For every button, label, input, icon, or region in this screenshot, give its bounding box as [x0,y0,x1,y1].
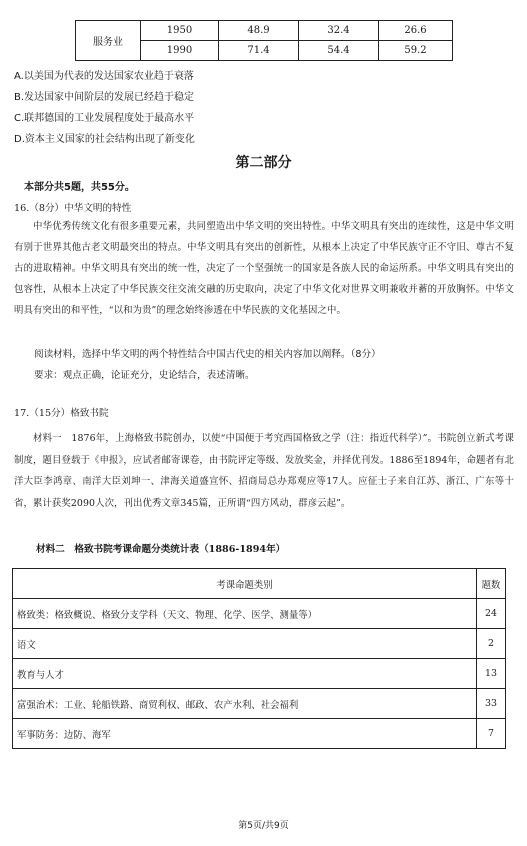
value-cell: 54.4 [299,41,379,61]
table-header-category: 考课命题类别 [13,569,477,599]
q17-material1: 材料一 1876年，上海格致书院创办，以使“中国便于考究西国格致之学（注：指近代科学）”。书院创立新式考课制度，题目登载于《申报》，应试者邮寄课卷，由书院评定等级、发放奖金，并择优刊发。1886至1894年，命题者有北洋大臣李鸿章、南洋大臣刘坤一、津海关道盛宣怀、招商局总办郑观应等17人。应征士子来自江苏、浙江、广东等十省，累计获奖2090人次，刊出优秀文章345篇，正所谓“四方风动，群彦云起”。 [14,433,514,509]
table-header-count: 题数 [477,569,506,599]
q17-material2-title: 材料二 格致书院考课命题分类统计表（1886-1894年） [36,544,286,555]
year-cell: 1950 [141,21,219,41]
value-cell: 71.4 [219,41,299,61]
part-note: 本部分共5题，共55分。 [24,182,135,193]
q16-requirement: 要求：观点正确，论证充分，史论结合，表述清晰。 [34,370,255,381]
table-header-row [13,569,506,599]
table-row [13,719,506,749]
value-cell: 59.2 [379,41,453,61]
row-label-cell: 服务业 [76,21,141,61]
option-b: B.发达国家中间阶层的发展已经趋于稳定 [14,92,195,103]
option-c: C.联邦德国的工业发展程度处于最高水平 [14,113,195,124]
table-row [13,629,506,659]
q16-header: 16.（8分）中华文明的特性 [14,203,132,214]
value-cell: 48.9 [219,21,299,41]
category-cell: 军事防务：边防、海军 [13,719,477,749]
count-cell: 13 [477,659,506,689]
count-cell: 24 [477,599,506,629]
category-cell: 语文 [13,629,477,659]
value-cell: 32.4 [299,21,379,41]
count-cell: 33 [477,689,506,719]
table-row [13,599,506,629]
table-row [76,21,453,41]
category-cell: 格致类：格致概说、格致分支学科（天文、物理、化学、医学、测量等） [13,599,477,629]
q16-task: 阅读材料，选择中华文明的两个特性结合中国古代史的相关内容加以阐释。（8分） [34,349,381,360]
part-title: 第二部分 [235,155,292,171]
count-cell: 2 [477,629,506,659]
q16-paragraph: 中华优秀传统文化有很多重要元素，共同塑造出中华文明的突出特性。中华文明具有突出的连续性，这是中华文明有别于世界其他古老文明最突出的特点。中华文明具有突出的创新性，从根本上决定了中华民族守正不守旧、尊古不复古的进取精神。中华文明具有突出的统一性，决定了一个坚强统一的国家是各族人民的命运所系。中华文明具有突出的包容性，从根本上决定了中华民族交往交流交融的历史取向，决定了中华文化对世界文明兼收并蓄的开放胸怀。中华文明具有突出的和平性，“以和为贵”的理念始终渗透在中华民族的文化基因之中。 [14,221,514,316]
table-row [13,659,506,689]
q17-header: 17.（15分）格致书院 [14,408,109,419]
count-cell: 7 [477,719,506,749]
stats-table-fragment [75,20,453,61]
category-cell: 教育与人才 [13,659,477,689]
option-a: A.以美国为代表的发达国家农业趋于衰落 [14,71,194,82]
option-d: D.资本主义国家的社会结构出现了新变化 [14,134,195,145]
value-cell: 26.6 [379,21,453,41]
page-footer: 第5页/共9页 [238,821,289,831]
year-cell: 1990 [141,41,219,61]
category-cell: 富强治术：工业、轮船铁路、商贸利权、邮政、农产水利、社会福利 [13,689,477,719]
table-row [13,689,506,719]
category-table [12,568,506,749]
